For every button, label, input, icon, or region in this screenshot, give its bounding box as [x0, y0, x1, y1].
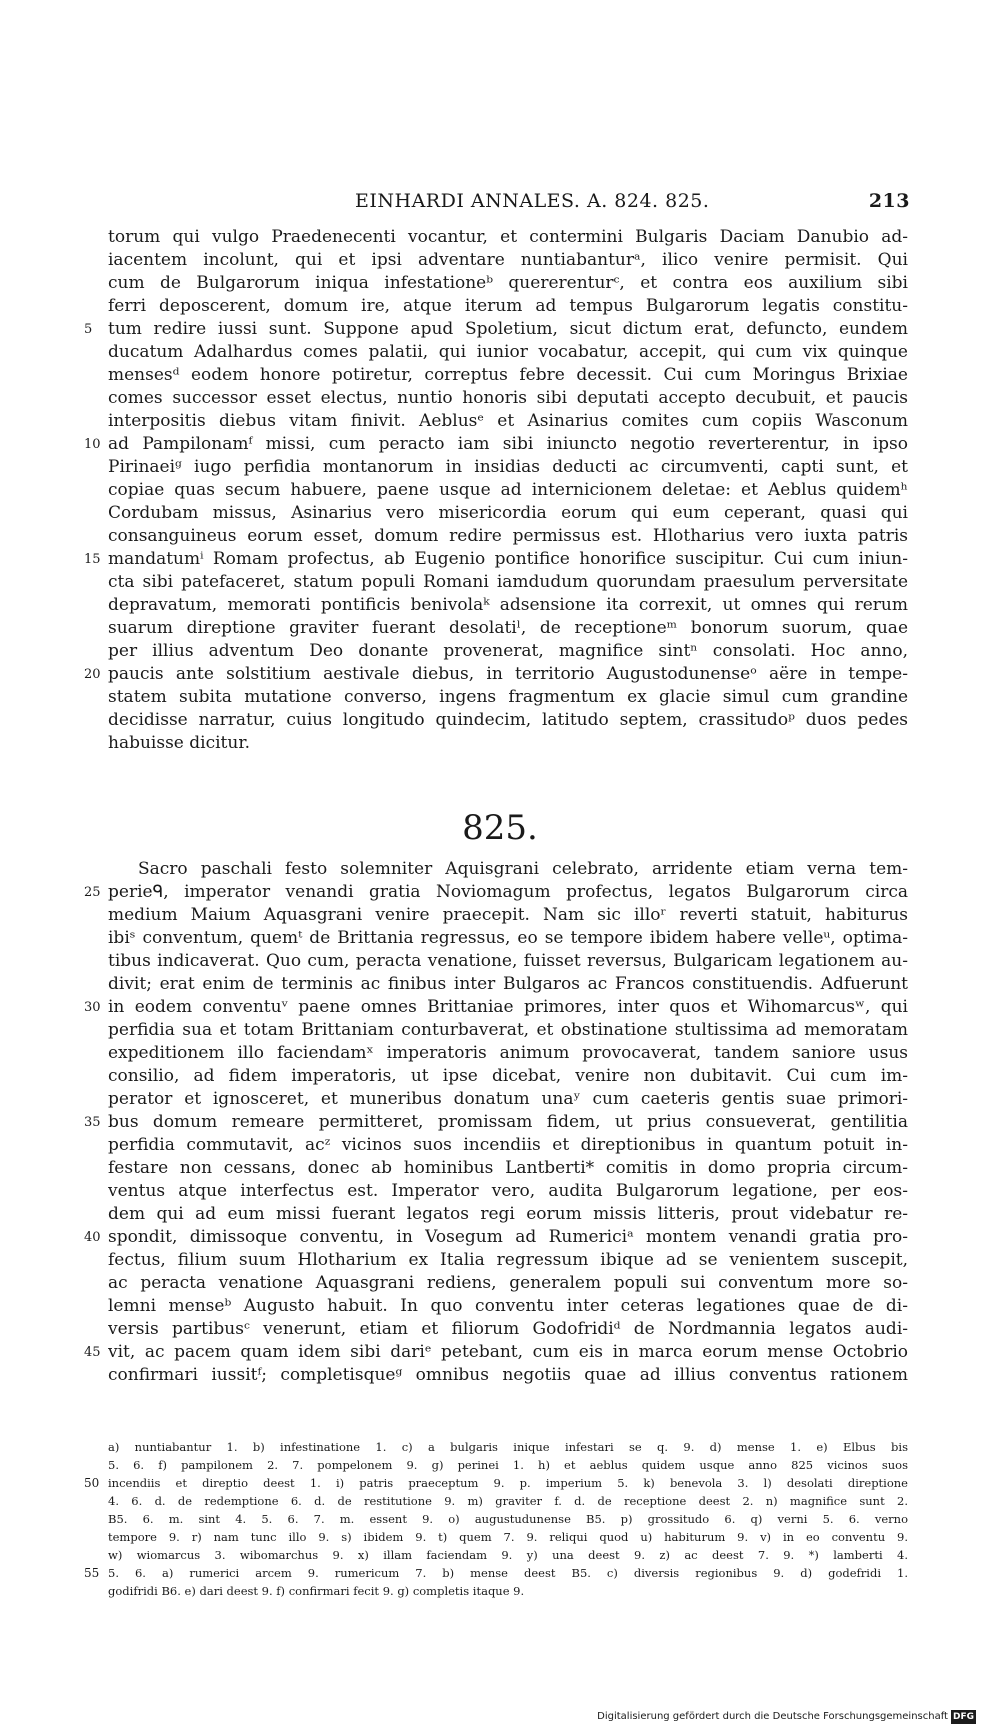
text-line: iacentem incolunt, qui et ipsi adventare nuntiabanturᵃ, ilico venire permisit. Qui [108, 250, 908, 270]
text-line: Sacro paschali festo solemniter Aquisgrani celebrato, arridente etiam verna tem- [138, 859, 908, 879]
year-heading: 825. [462, 808, 538, 848]
text-line: Cordubam missus, Asinarius vero misericordia eorum qui eum ceperant, quasi qui [108, 503, 908, 523]
text-line: statem subita mutatione converso, ingens fragmentum ex glacie simul cum grandine [108, 687, 908, 707]
footnote-line: a) nuntiabantur 1. b) infestinatione 1. c) a bulgaris inique infestari se q. 9. d) mense 1. e) Elbus bis [108, 1440, 908, 1454]
line-number: 10 [84, 437, 101, 452]
page-header [110, 190, 910, 216]
text-line: cum de Bulgarorum iniqua infestationeᵇ quererenturᶜ, et contra eos auxilium sibi [108, 273, 908, 293]
line-number: 5 [84, 322, 93, 337]
text-line: consilio, ad fidem imperatoris, ut ipse dicebat, venire non dubitavit. Cui cum im- [108, 1066, 908, 1086]
text-line: ac peracta venatione Aquasgrani rediens, generalem populi sui conventum more so- [108, 1273, 908, 1293]
text-line: cta sibi patefaceret, statum populi Romani iamdudum quorundam praesulum perversitate [108, 572, 908, 592]
line-number: 50 [84, 1476, 100, 1490]
text-line: spondit, dimissoque conventu, in Vosegum ad Rumericiᵃ montem venandi gratia pro- [108, 1227, 908, 1247]
text-line: suarum direptione graviter fuerant desolatiˡ, de receptioneᵐ bonorum suorum, quae [108, 618, 908, 638]
footnote-line: tempore 9. r) nam tunc illo 9. s) ibidem 9. t) quem 7. 9. reliqui quod u) habiturum 9. v) in eo conventu 9. [108, 1530, 908, 1544]
footnote-line: godifridi B6. e) dari deest 9. f) confirmari fecit 9. g) completis itaque 9. [108, 1584, 525, 1598]
text-line: paucis ante solstitium aestivale diebus, in territorio Augustodunenseᵒ aëre in tempe- [108, 664, 908, 684]
text-line: bus domum remeare permitteret, promissam fidem, ut prius consueverat, gentilitia [108, 1112, 908, 1132]
text-line: festare non cessans, donec ab hominibus Lantberti* comitis in domo propria circum- [108, 1158, 908, 1178]
text-line: habuisse dicitur. [108, 733, 250, 753]
text-line: ferri deposcerent, domum ire, atque iterum ad tempus Bulgarorum legatis constitu- [108, 296, 908, 316]
line-number: 25 [84, 885, 101, 900]
page-number: 213 [868, 190, 910, 212]
text-line: depravatum, memorati pontificis benivolaᵏ adsensione ita correxit, ut omnes qui rerum [108, 595, 908, 615]
text-line: perfidia commutavit, acᶻ vicinos suos incendiis et direptionibus in quantum potuit in- [108, 1135, 908, 1155]
text-line: versis partibusᶜ venerunt, etiam et filiorum Godofridiᵈ de Nordmannia legatos audi- [108, 1319, 908, 1339]
text-line: consanguineus eorum esset, domum redire permissus est. Hlotharius vero iuxta patris [108, 526, 908, 546]
line-number: 40 [84, 1230, 101, 1245]
text-line: ad Pampilonamᶠ missi, cum peracto iam sibi iniuncto negotio reverterentur, in ipso [108, 434, 908, 454]
text-line: per illius adventum Deo donante provenerat, magnifice sintⁿ consolati. Hoc anno, [108, 641, 908, 661]
text-line: tibus indicaverat. Quo cum, peracta venatione, fuisset reversus, Bulgaricam legationem au- [108, 951, 908, 971]
footnote-line: incendiis et direptio deest 1. i) patris praeceptum 9. p. imperium 5. k) benevola 3. l) desolati direptione [108, 1476, 908, 1490]
credit-text: Digitalisierung gefördert durch die Deutsche Forschungsgemeinschaft [597, 1711, 948, 1722]
text-line: tum redire iussi sunt. Suppone apud Spoletium, sicut dictum erat, defuncto, eundem [108, 319, 908, 339]
running-head: EINHARDI ANNALES. A. 824. 825. [355, 190, 710, 212]
text-line: ventus atque interfectus est. Imperator vero, audita Bulgarorum legatione, per eos- [108, 1181, 908, 1201]
text-line: ibiˢ conventum, quemᵗ de Brittania regressus, eo se tempore ibidem habere velleᵘ, optima- [108, 928, 908, 948]
line-number: 30 [84, 1000, 101, 1015]
digitization-credit [597, 1708, 976, 1726]
text-line: medium Maium Aquasgrani venire praecepit. Nam sic illoʳ reverti statuit, habiturus [108, 905, 908, 925]
text-line: perfidia sua et totam Brittaniam conturbaverat, et obstinatione stultissima ad memoratam [108, 1020, 908, 1040]
text-line: fectus, filium suum Hlotharium ex Italia regressum ibique ad se venientem suscepit, [108, 1250, 908, 1270]
line-number: 55 [84, 1566, 100, 1580]
text-line: copiae quas secum habuere, paene usque ad internicionem deletae: et Aeblus quidemʰ [108, 480, 908, 500]
dfg-logo: DFG [952, 1712, 974, 1722]
line-number: 35 [84, 1115, 101, 1130]
text-line: Pirinaeiᵍ iugo perfidia montanorum in insidias deducti ac circumventi, capti sunt, et [108, 457, 908, 477]
text-line: in eodem conventuᵛ paene omnes Brittaniae primores, inter quos et Wihomarcusʷ, qui [108, 997, 908, 1017]
text-line: comes successor esset electus, nuntio honoris sibi deputati accepto decubuit, et paucis [108, 388, 908, 408]
footnote-line: B5. 6. m. sint 4. 5. 6. 7. m. essent 9. o) augustudunense B5. p) grossitudo 6. q) verni 5. 6. verno [108, 1512, 908, 1526]
text-line: dem qui ad eum missi fuerant legatos regi eorum missis litteris, prout videbatur re- [108, 1204, 908, 1224]
line-number: 20 [84, 667, 101, 682]
text-line: decidisse narratur, cuius longitudo quindecim, latitudo septem, crassitudoᵖ duos pedes [108, 710, 908, 730]
footnote-line: 4. 6. d. de redemptione 6. d. de restitutione 9. m) graviter f. d. de receptione deest 2. n) magnifice sunt 2. [108, 1494, 908, 1508]
footnote-line: 5. 6. f) pampilonem 2. 7. pompelonem 9. g) perinei 1. h) et aeblus quidem usque anno 825 vicinos suos [108, 1458, 908, 1472]
text-line: mensesᵈ eodem honore potiretur, correptus febre decessit. Cui cum Moringus Brixiae [108, 365, 908, 385]
text-line: perieᑫ, imperator venandi gratia Noviomagum profectus, legatos Bulgarorum circa [108, 882, 908, 902]
footnote-line: w) wiomarcus 3. wibomarchus 9. x) illam faciendam 9. y) una deest 9. z) ac deest 7. 9. *) lamberti 4. [108, 1548, 908, 1562]
text-line: torum qui vulgo Praedenecenti vocantur, et contermini Bulgaris Daciam Danubio ad- [108, 227, 908, 247]
line-number: 15 [84, 552, 101, 567]
text-line: mandatumⁱ Romam profectus, ab Eugenio pontifice honorifice suscipitur. Cui cum iniun- [108, 549, 908, 569]
line-number: 45 [84, 1345, 101, 1360]
text-line: divit; erat enim de terminis ac finibus inter Bulgaros ac Francos constituendis. Adfuerunt [108, 974, 908, 994]
text-line: expeditionem illo faciendamˣ imperatoris animum provocaverat, tandem saniore usus [108, 1043, 908, 1063]
text-line: ducatum Adalhardus comes palatii, qui iunior vocabatur, accepit, qui cum vix quinque [108, 342, 908, 362]
text-line: confirmari iussitᶠ; completisqueᵍ omnibus negotiis quae ad illius conventus rationem [108, 1365, 908, 1385]
text-line: interpositis diebus vitam finivit. Aeblusᵉ et Asinarius comites cum copiis Wasconum [108, 411, 908, 431]
text-line: vit, ac pacem quam idem sibi dariᵉ petebant, cum eis in marca eorum mense Octobrio [108, 1342, 908, 1362]
text-line: lemni menseᵇ Augusto habuit. In quo conventu inter ceteras legationes quae de di- [108, 1296, 908, 1316]
text-line: perator et ignosceret, et muneribus donatum unaʸ cum caeteris gentis suae primori- [108, 1089, 908, 1109]
footnote-line: 5. 6. a) rumerici arcem 9. rumericum 7. b) mense deest B5. c) diversis regionibus 9. d) godefridi 1. [108, 1566, 908, 1580]
